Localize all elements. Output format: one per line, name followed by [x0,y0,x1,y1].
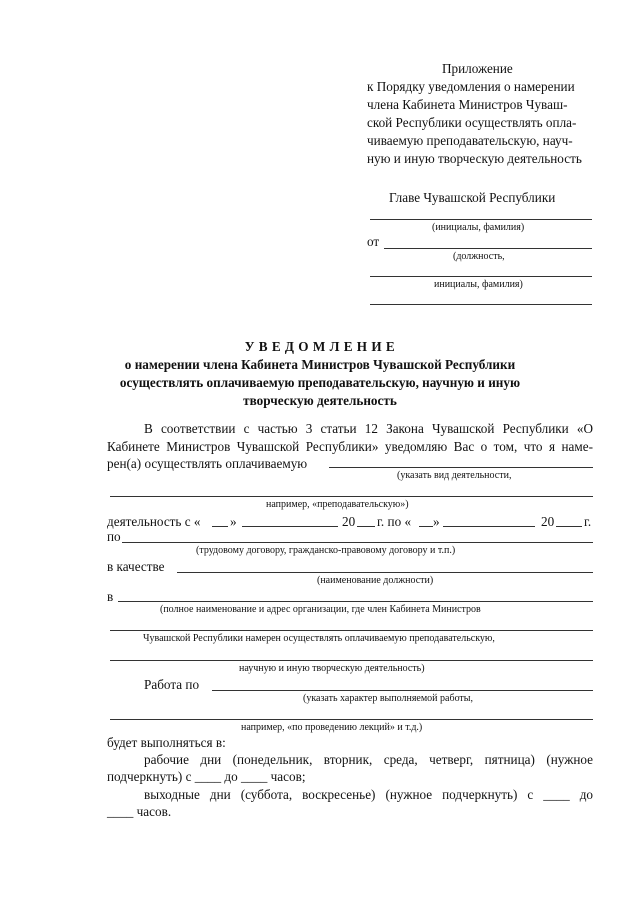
weekend-line: ____ часов. [107,804,172,819]
from-line[interactable] [384,248,592,249]
work-label: Работа по [144,677,200,692]
organization-caption: (полное наименование и адрес организации, где член Кабинета Министров [160,604,481,615]
year-prefix-2: 20 [541,514,555,529]
contract-caption: (трудовому договору, гражданско-правовому договору и т.п.) [196,545,456,556]
end-month-line[interactable] [443,526,535,527]
workdays-line: рабочие дни (понедельник, вторник, среда, четверг, пятница) (нужное [144,752,593,767]
appendix-line: к Порядку уведомления о намерении [367,79,575,94]
contract-line[interactable] [122,542,593,543]
activity-type-line-2[interactable] [110,496,593,497]
year-prefix: 20 [342,514,356,529]
year-suffix-2: г. [584,514,592,529]
document-subtitle: творческую деятельность [243,393,397,408]
quote-close-2: » [433,514,440,529]
end-day-line[interactable] [419,526,433,527]
capacity-line[interactable] [177,572,593,573]
document-title: У В Е Д О М Л Е Н И Е [244,339,396,354]
po-label: по [107,529,121,544]
activity-caption: например, «преподавательскую») [266,499,409,510]
organization-line-3[interactable] [110,660,593,661]
body-paragraph: Кабинете Министров Чувашской Республики» уведомляю Вас о том, что я наме- [107,439,593,454]
body-paragraph: В соответствии с частью 3 статьи 12 Закона Чувашской Республики «О [144,421,593,436]
addressee-initials-caption: (инициалы, фамилия) [432,222,525,233]
initials-caption: инициалы, фамилия) [434,279,523,290]
appendix-line: члена Кабинета Министров Чуваш- [367,97,568,112]
end-year-line[interactable] [556,526,582,527]
appendix-line: ской Республики осуществлять опла- [367,115,577,130]
activity-caption: (указать вид деятельности, [397,470,512,481]
activity-from-label: деятельность с « [107,514,201,529]
workdays-line: подчеркнуть) с ____ до ____ часов; [107,769,306,784]
addressee-initials-line[interactable] [370,219,592,220]
appendix-title: Приложение [442,61,513,76]
organization-line-2[interactable] [110,630,593,631]
work-caption: (указать характер выполняемой работы, [303,693,474,704]
in-label: в [107,589,114,604]
document-subtitle: осуществлять оплачиваемую преподавательскую, научную и иную [119,375,521,390]
will-be-done: будет выполняться в: [107,735,226,750]
position-caption: (должность, [453,251,505,262]
addressee-to: Главе Чувашской Республики [389,190,556,205]
start-month-line[interactable] [242,526,338,527]
quote-close: » [230,514,237,529]
from-label: от [367,234,380,249]
document-subtitle: о намерении члена Кабинета Министров Чувашской Республики [124,357,516,372]
work-line-2[interactable] [110,719,593,720]
work-line[interactable] [212,690,593,691]
body-paragraph: рен(а) осуществлять оплачиваемую [107,456,308,471]
capacity-label: в качестве [107,559,165,574]
organization-caption: научную и иную творческую деятельность) [239,663,425,674]
activity-type-line[interactable] [329,467,593,468]
start-day-line[interactable] [212,526,228,527]
appendix-line: ную и иную творческую деятельность [367,151,582,166]
start-year-line[interactable] [357,526,375,527]
position-line[interactable] [370,276,592,277]
organization-caption: Чувашской Республики намерен осуществлять оплачиваемую преподавательскую, [143,633,495,644]
year-suffix: г. по « [377,514,412,529]
capacity-caption: (наименование должности) [317,575,434,586]
appendix-line: чиваемую преподавательскую, науч- [367,133,573,148]
work-caption: например, «по проведению лекций» и т.д.) [241,722,423,733]
weekend-line: выходные дни (суббота, воскресенье) (нужное подчеркнуть) с ____ до [144,787,593,802]
initials-line[interactable] [370,304,592,305]
organization-line[interactable] [118,601,593,602]
